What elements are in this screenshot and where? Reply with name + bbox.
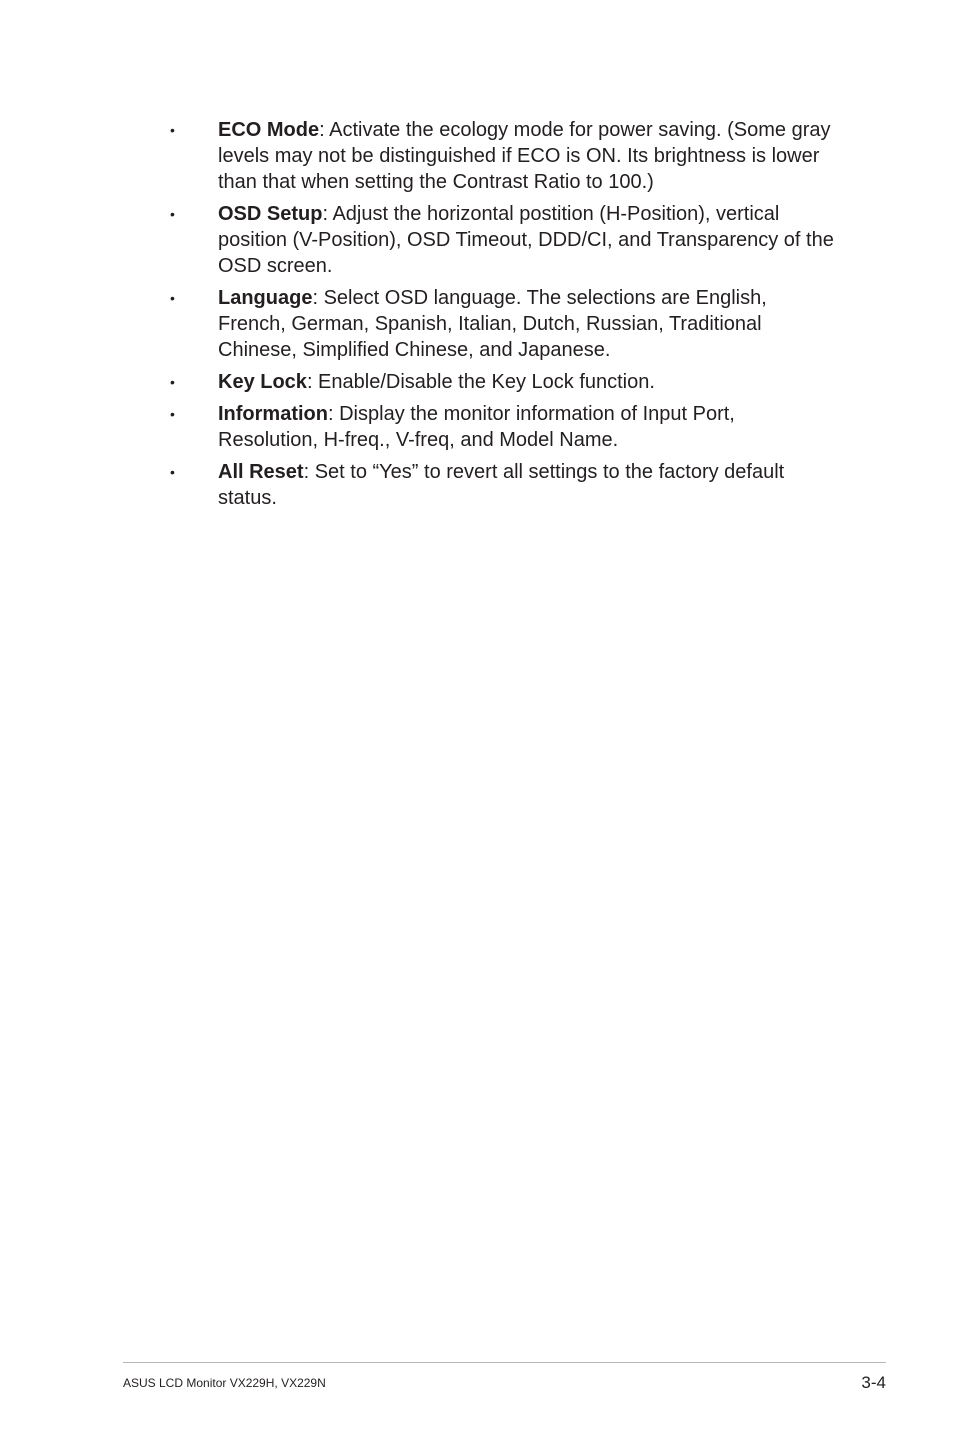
item-term: OSD Setup [218, 203, 323, 225]
bullet-icon: • [170, 464, 175, 480]
item-term: Key Lock [218, 371, 307, 393]
footer-divider [123, 1362, 886, 1363]
item-term: ECO Mode [218, 119, 320, 141]
footer-product-name: ASUS LCD Monitor VX229H, VX229N [123, 1376, 326, 1390]
bullet-icon: • [170, 290, 175, 306]
bullet-icon: • [170, 406, 175, 422]
bullet-icon: • [170, 122, 175, 138]
list-item-eco-mode [0, 117, 840, 195]
item-description: : Select OSD language. The selections are English, French, German, Spanish, Italian, Dutch, Russian, Traditional Chinese, Simplified Chinese, and Japanese. [218, 287, 767, 361]
bullet-icon: • [170, 374, 175, 390]
item-term: Language [218, 287, 313, 309]
list-item-osd-setup [0, 201, 840, 279]
item-description: : Display the monitor information of Input Port, Resolution, H-freq., V-freq, and Model Name. [218, 403, 735, 451]
list-item-information [0, 401, 840, 453]
list-item-language [0, 285, 840, 363]
item-description: : Activate the ecology mode for power saving. (Some gray levels may not be distinguished if ECO is ON. Its brightness is lower than that when setting the Contrast Ratio to 100.) [218, 119, 831, 193]
item-description: : Set to “Yes” to revert all settings to the factory default status. [218, 461, 785, 509]
list-item-key-lock [0, 369, 840, 395]
item-description: : Enable/Disable the Key Lock function. [306, 371, 655, 393]
item-term: Information [218, 403, 328, 425]
item-term: All Reset [218, 461, 304, 483]
page-number: 3-4 [861, 1373, 886, 1392]
feature-list [0, 117, 954, 517]
item-description: : Adjust the horizontal postition (H-Position), vertical position (V-Position), OSD Timeout, DDD/CI, and Transparency of the OSD screen. [218, 203, 834, 277]
bullet-icon: • [170, 206, 175, 222]
list-item-all-reset [0, 459, 840, 511]
